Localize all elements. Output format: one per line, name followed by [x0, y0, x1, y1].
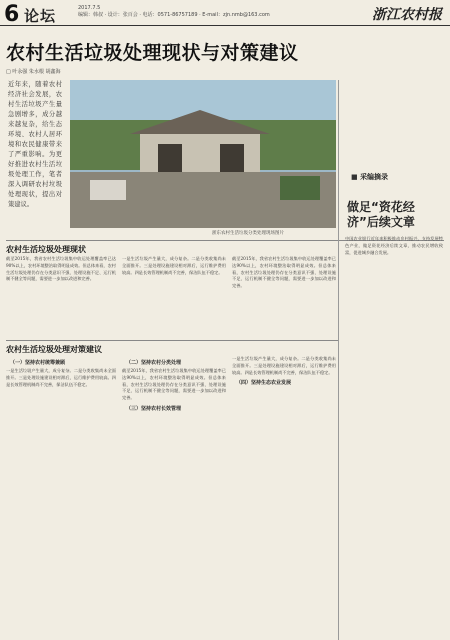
body-column-3: 截至2015年，我省农村生活垃圾集中收运处理覆盖率已达90%以上，农村环境整治取得明显成效。但总体来看，农村生活垃圾处理仍存在分类意识不强、处理设施不足、运行机制不健全等问题，需要进一步加以改进和完善。 [232, 256, 336, 289]
body-column-6 [232, 356, 336, 636]
body-column-5 [122, 356, 226, 636]
page-header [0, 0, 450, 26]
article-photo [70, 80, 336, 228]
intro-text: 近年来，随着农村经济社会发展，农村生活垃圾产生量急剧增多，成分越来越复杂，给生态环境、农村人居环境和农民健康带来了严重影响。为更好推进农村生活垃圾处理工作，笔者深入调研农村垃圾处理现状，提出对策建议。 [8, 81, 62, 208]
sidebar-tag: ■ 采编摘录 [351, 172, 445, 182]
body-column-2: 一是生活垃圾产生量大，成分复杂。二是分类收集尚未全面推开。三是处理设施建设相对滞后，运行维护费用较高。四是长效管理机制尚不完善，保洁队伍不稳定。 [122, 256, 226, 275]
header-divider [0, 25, 450, 26]
sidebar [341, 80, 445, 640]
body-column-1: 截至2015年，我省农村生活垃圾集中收运处理覆盖率已达90%以上，农村环境整治取得明显成效。但总体来看，农村生活垃圾处理仍存在分类意识不强、处理设施不足、运行机制不健全等问题，需要进一步加以改进和完善。 [6, 256, 116, 282]
newspaper-name: 浙江农村报 [372, 7, 442, 23]
body-para-3: 一是生活垃圾产生量大，成分复杂。二是分类收集尚未全面推开。三是处理设施建设相对滞后，运行维护费用较高。四是长效管理机制尚不完善，保洁队伍不稳定。 [232, 356, 336, 375]
sidebar-divider [338, 80, 339, 640]
article-title: 农村生活垃圾处理现状与对策建议 [6, 42, 299, 64]
article-authors: □ 叶永强 朱水根 胡鑫海 [6, 69, 61, 75]
article-intro [8, 80, 62, 210]
body-para-2: 截至2015年，我省农村生活垃圾集中收运处理覆盖率已达90%以上，农村环境整治取得明显成效。但总体来看，农村生活垃圾处理仍存在分类意识不强、处理设施不足、运行机制不健全等问题，需要进一步加以改进和完善。 [122, 368, 226, 401]
village-facility-photo [70, 80, 336, 228]
editor-info [78, 5, 270, 19]
body-column-4 [6, 356, 116, 636]
section-divider-2 [6, 340, 338, 341]
section-name: 论坛 [24, 7, 57, 25]
sidebar-body: 中国农业银行近年来积极推动乡村振兴，支持发展特色产业，做足资花经济后续文章，推动农民增收致富，促进城乡融合发展。 [345, 236, 443, 255]
page-number: 6 [4, 2, 20, 27]
editor-line: 编辑：韩叔 · 设计：张百会 · 电话：0571-86757189 · E-mail：zjn.nmb@163.com [78, 12, 270, 18]
heading-suggestions: 农村生活垃圾处理对策建议 [6, 345, 102, 354]
subheading-3: （三）坚持农村长效管理 [126, 405, 182, 412]
body-para-1: 一是生活垃圾产生量大，成分复杂。二是分类收集尚未全面推开。三是处理设施建设相对滞后，运行维护费用较高。四是长效管理机制尚不完善，保洁队伍不稳定。 [6, 368, 116, 387]
subheading-1: （一）坚持农村统筹兼顾 [10, 360, 66, 366]
sidebar-title: 做足“资花经济”后续文章 [347, 200, 415, 229]
heading-current-status: 农村生活垃圾处理现状 [6, 245, 86, 254]
photo-caption: 浙东农村生活垃圾分类处理现场图片 [212, 231, 284, 236]
issue-date: 2017.7.5 [78, 5, 101, 11]
subheading-2: （二）坚持农村分类处理 [126, 360, 182, 366]
subheading-4: （四）坚持生态农业发展 [236, 380, 292, 387]
